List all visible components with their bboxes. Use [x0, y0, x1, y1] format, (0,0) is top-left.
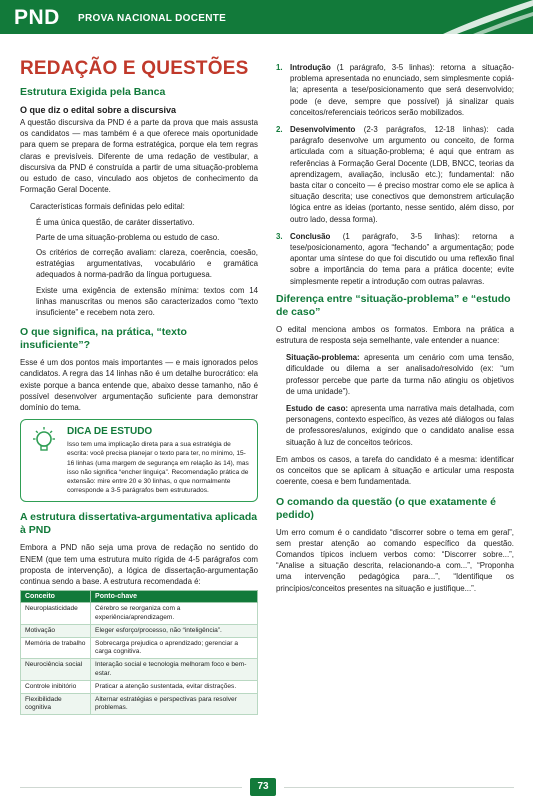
paragraph-situation-vs-case: O edital menciona ambos os formatos. Embora na prática a estrutura de resposta seja semelhante, vale entender a nuance: [276, 324, 514, 346]
paragraph-dissertative: Embora a PND não seja uma prova de redação no sentido do ENEM (que tem uma estrutura muito rígida de 4-5 parágrafos com proposta de intervenção), a lógica de dissertação-argumentação continua sendo a base. A estrutura recomendada é: [20, 543, 258, 587]
list-text: (1 parágrafo, 3-5 linhas): retorna a situação-problema apresentada no enunciado, sem simplesmente copiá-la; apresenta a tese/posicionamento que será desenvolvido; pode (e deve, sempre que possível) já sinalizar quais conceitos/referenciais teóricos serão mobilizados. [290, 63, 514, 117]
table-cell: Motivação [21, 624, 91, 637]
list-number: 1. [276, 63, 283, 72]
footer-rule-left [20, 787, 242, 788]
list-lead: Conclusão [290, 231, 331, 241]
list-text: (2-3 parágrafos, 12-18 linhas): cada parágrafo desenvolve um argumento ou conceito, de forma articulada com a situação-problema; é aqui que entram as referências à Formação Geral Docente (LDB, BNCC, teorias da aprendizagem, avaliação, inclusão etc.); fundamental: não basta citar o conceito — é preciso mostrar como ele se aplica à situação descrita; use conectivos que demonstrem articulação lógica entre as ideias (portanto, nesse sentido, além disso, por outro lado, dessa forma). [290, 125, 514, 224]
table-cell: Alternar estratégias e perspectivas para resolver problemas. [91, 693, 258, 714]
table-row [21, 637, 258, 658]
definition-text: apresenta uma narrativa mais detalhada, com personagens, contexto específico, às vezes até diálogos ou falas de professores/alunos, exigindo que o candidato analise essa situação à luz de conceitos teóricos. [286, 404, 514, 447]
definition-lead: Situação-problema: [286, 353, 360, 363]
list-item [276, 231, 514, 287]
section-title-command: O comando da questão (o que exatamente é pedido) [276, 495, 496, 521]
section-title-situation-vs-case: Diferença entre “situação-problema” e “estudo de caso” [276, 292, 511, 318]
table-cell: Sobrecarga prejudica o aprendizado; gerenciar a carga cognitiva. [91, 637, 258, 658]
table-row [21, 693, 258, 714]
section-title-structure: Estrutura Exigida pela Banca [20, 86, 166, 98]
page-number: 73 [250, 778, 276, 796]
tip-text: Isso tem uma implicação direta para a sua estratégia de escrita: você precisa planejar o texto para ter, no mínimo, 15-16 linhas (uma margem de segurança em relação às 14), mas isso não significa “encher linguiça”. Recomendação prática de extensão: mire entre 20 e 30 linhas, o que normalmente corresponde a 3-5 parágrafos bem estruturados. [67, 441, 249, 495]
subsection-title-edital: O que diz o edital sobre a discursiva [20, 105, 177, 115]
table-cell: Controle inibitório [21, 680, 91, 693]
definition-lead: Estudo de caso: [286, 404, 349, 414]
table-cell: Memória de trabalho [21, 637, 91, 658]
table-cell: Flexibilidade cognitiva [21, 693, 91, 714]
paragraph-edital: A questão discursiva da PND é a parte da prova que mais assusta os candidatos — mas também é a que oferece mais oportunidade para quem se prepara de forma estratégica, porque ela tem regras claras e previsíveis. Diferente de uma redação de vestibular, a discursiva da PND é construída a partir de uma situação-problema ou estudo de caso, vinculado aos objetos de conhecimento da Formação Geral Docente. [20, 118, 258, 195]
page-title: REDAÇÃO E QUESTÕES [20, 58, 249, 79]
table-cell: Neuroplasticidade [21, 603, 91, 624]
definition-text: apresenta um cenário com uma tensão, dificuldade ou dilema a ser analisado/resolvido (ex: “um professor percebe que parte da turma não atingiu os objetivos de uma unidade”). [286, 353, 514, 396]
concepts-table [20, 590, 258, 715]
lightbulb-icon [29, 426, 59, 456]
table-cell: Neurociência social [21, 659, 91, 680]
list-number: 3. [276, 231, 283, 241]
characteristic-item: Parte de uma situação-problema ou estudo de caso. [36, 232, 220, 242]
characteristic-item: Os critérios de correção avaliam: clareza, coerência, coesão, estratégias argumentativas, vocabulário e gramática adequados à norma-padrão da língua portuguesa. [36, 248, 258, 280]
table-row [21, 659, 258, 680]
table-row [21, 680, 258, 693]
list-text: (1 parágrafo, 3-5 linhas): retorna a tese/posicionamento, agora “fechando” a argumentação; pode apontar uma síntese do que foi discutido ou uma reflexão final sobre a importância do tema para a prática docente; evite simplesmente repetir a introdução com outras palavras. [290, 231, 514, 286]
list-item [276, 124, 514, 225]
header-swoosh-decoration [423, 0, 533, 34]
right-column [276, 62, 514, 594]
list-item [276, 62, 514, 118]
definition-situation-problem [276, 352, 514, 397]
table-cell: Praticar a atenção sustentada, evitar distrações. [91, 680, 258, 693]
list-number: 2. [276, 125, 283, 135]
paragraph-insufficient: Esse é um dos pontos mais importantes — e mais ignorados pelos candidatos. A regra das 14 linhas não é um detalhe burocrático: ela existe porque a banca entende que, abaixo desse tamanho, não é possível desenvolver argumentação suficiente para demonstrar domínio do tema. [20, 358, 258, 413]
paragraph-both-cases: Em ambos os casos, a tarefa do candidato é a mesma: identificar os conceitos que se aplicam à situação e articular uma resposta coerente, coesa e bem fundamentada. [276, 454, 514, 487]
header-subtitle: PROVA NACIONAL DOCENTE [78, 13, 227, 24]
characteristic-item: Existe uma exigência de extensão mínima: textos com 14 linhas manuscritas ou menos são caracterizados como “texto insuficiente” e recebem nota zero. [36, 285, 258, 318]
footer-rule-right [284, 787, 514, 788]
table-row [21, 603, 258, 624]
paragraph-command: Um erro comum é o candidato “discorrer sobre o tema em geral”, sem prestar atenção ao comando específico da questão. Comandos típicos incluem verbos como: “Discorrer sobre...”, “Analise a situação descrita, relacionando-a com...”, “Proponha uma intervenção pedagógica para...”, “Identifique os princípios/conceitos presentes na situação e justifique...”. [276, 527, 514, 593]
table-header: Conceito [21, 591, 91, 603]
table-cell: Eleger esforço/processo, não “inteligência”. [91, 624, 258, 637]
brand-logo: PND [14, 6, 60, 29]
table-header: Ponto-chave [91, 591, 258, 603]
study-tip-box [20, 419, 258, 502]
table-row [21, 624, 258, 637]
definition-case-study [276, 403, 514, 448]
table-cell: Interação social e tecnologia melhoram foco e bem-estar. [91, 659, 258, 680]
characteristics-intro: Características formais definidas pelo edital: [30, 202, 185, 212]
characteristic-item: É uma única questão, de caráter dissertativo. [36, 217, 195, 227]
list-lead: Desenvolvimento [290, 125, 356, 135]
tip-title: DICA DE ESTUDO [67, 426, 153, 438]
section-title-insufficient: O que significa, na prática, “texto insuficiente”? [20, 326, 187, 352]
section-title-dissertative: A estrutura dissertativa-argumentativa aplicada à PND [20, 511, 258, 537]
list-lead: Introdução [290, 63, 331, 72]
table-cell: Cérebro se reorganiza com a experiência/aprendizagem. [91, 603, 258, 624]
header-bar [0, 0, 533, 34]
left-column [20, 86, 258, 715]
